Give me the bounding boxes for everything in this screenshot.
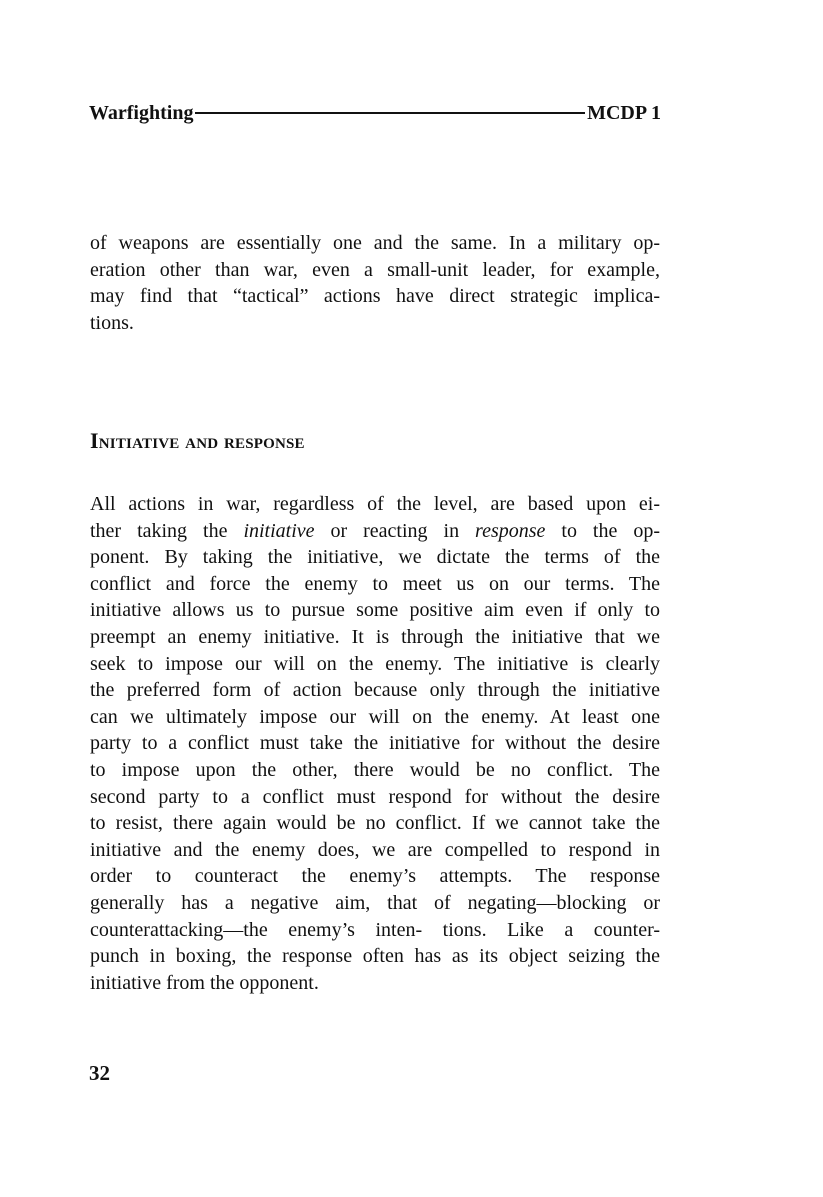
text-segment: seek to impose our will on the enemy. The initiative is clearly [90, 652, 660, 675]
text-line [90, 283, 660, 310]
text-segment: to impose upon the other, there would be no conflict. The [90, 758, 660, 781]
text-segment: ther taking the [90, 519, 244, 542]
header-title: Warfighting [89, 102, 194, 124]
text-segment: to the op- [545, 519, 660, 542]
text-segment: preempt an enemy initiative. It is through the initiative that we [90, 625, 660, 648]
text-line [90, 837, 660, 864]
text-line [90, 943, 660, 970]
text-line [90, 257, 660, 284]
text-segment: can we ultimately impose our will on the enemy. At least one [90, 705, 660, 728]
text-line [90, 544, 660, 571]
text-line [90, 597, 660, 624]
text-segment: initiative allows us to pursue some positive aim even if only to [90, 599, 660, 622]
text-segment: initiative from the opponent. [90, 971, 319, 994]
italic-term: initiative [243, 519, 315, 542]
text-segment: tions. [90, 311, 134, 334]
text-line [90, 863, 660, 890]
text-segment: conflict and force the enemy to meet us on our terms. The [90, 572, 660, 595]
text-line [90, 518, 660, 545]
paragraph-continued [90, 230, 660, 336]
text-line [90, 310, 660, 337]
text-segment: order to counteract the enemy’s attempts. The response [90, 865, 660, 888]
text-segment: All actions in war, regardless of the level, are based upon ei- [90, 493, 660, 515]
text-segment: may find that “tactical” actions have direct strategic implica- [90, 285, 660, 308]
text-segment: eration other than war, even a small-unit leader, for example, [90, 258, 660, 281]
text-segment: punch in boxing, the response often has as its object seizing the [90, 945, 660, 968]
section-heading: Initiative and response [90, 428, 305, 453]
italic-term: response [475, 519, 546, 542]
text-line [90, 917, 660, 944]
text-segment: the preferred form of action because only through the initiative [90, 679, 660, 702]
text-segment: ponent. By taking the initiative, we dictate the terms of the [90, 546, 660, 569]
text-line [90, 784, 660, 811]
text-segment: initiative and the enemy does, we are compelled to respond in [90, 838, 660, 861]
text-line [90, 651, 660, 678]
text-segment: or reacting in [314, 519, 476, 542]
text-line [90, 730, 660, 757]
text-line [90, 704, 660, 731]
text-segment: of weapons are essentially one and the same. In a military op- [90, 232, 660, 254]
text-segment: party to a conflict must take the initiative for without the desire [90, 732, 660, 755]
page-number: 32 [89, 1061, 110, 1085]
text-line [90, 757, 660, 784]
text-segment: second party to a conflict must respond for without the desire [90, 785, 660, 808]
header-publication: MCDP 1 [587, 102, 661, 124]
text-line [90, 890, 660, 917]
text-line [90, 624, 660, 651]
header-rule [195, 112, 585, 114]
paragraph-initiative [90, 491, 660, 996]
running-header [89, 102, 661, 125]
text-segment: counterattacking—the enemy’s inten- tions. Like a counter- [90, 918, 660, 941]
text-segment: generally has a negative aim, that of negating—blocking or [90, 891, 660, 914]
text-line [90, 230, 660, 257]
text-line [90, 970, 660, 997]
text-line [90, 491, 660, 518]
text-line [90, 571, 660, 598]
text-segment: to resist, there again would be no conflict. If we cannot take the [90, 812, 660, 835]
text-line [90, 810, 660, 837]
text-line [90, 677, 660, 704]
